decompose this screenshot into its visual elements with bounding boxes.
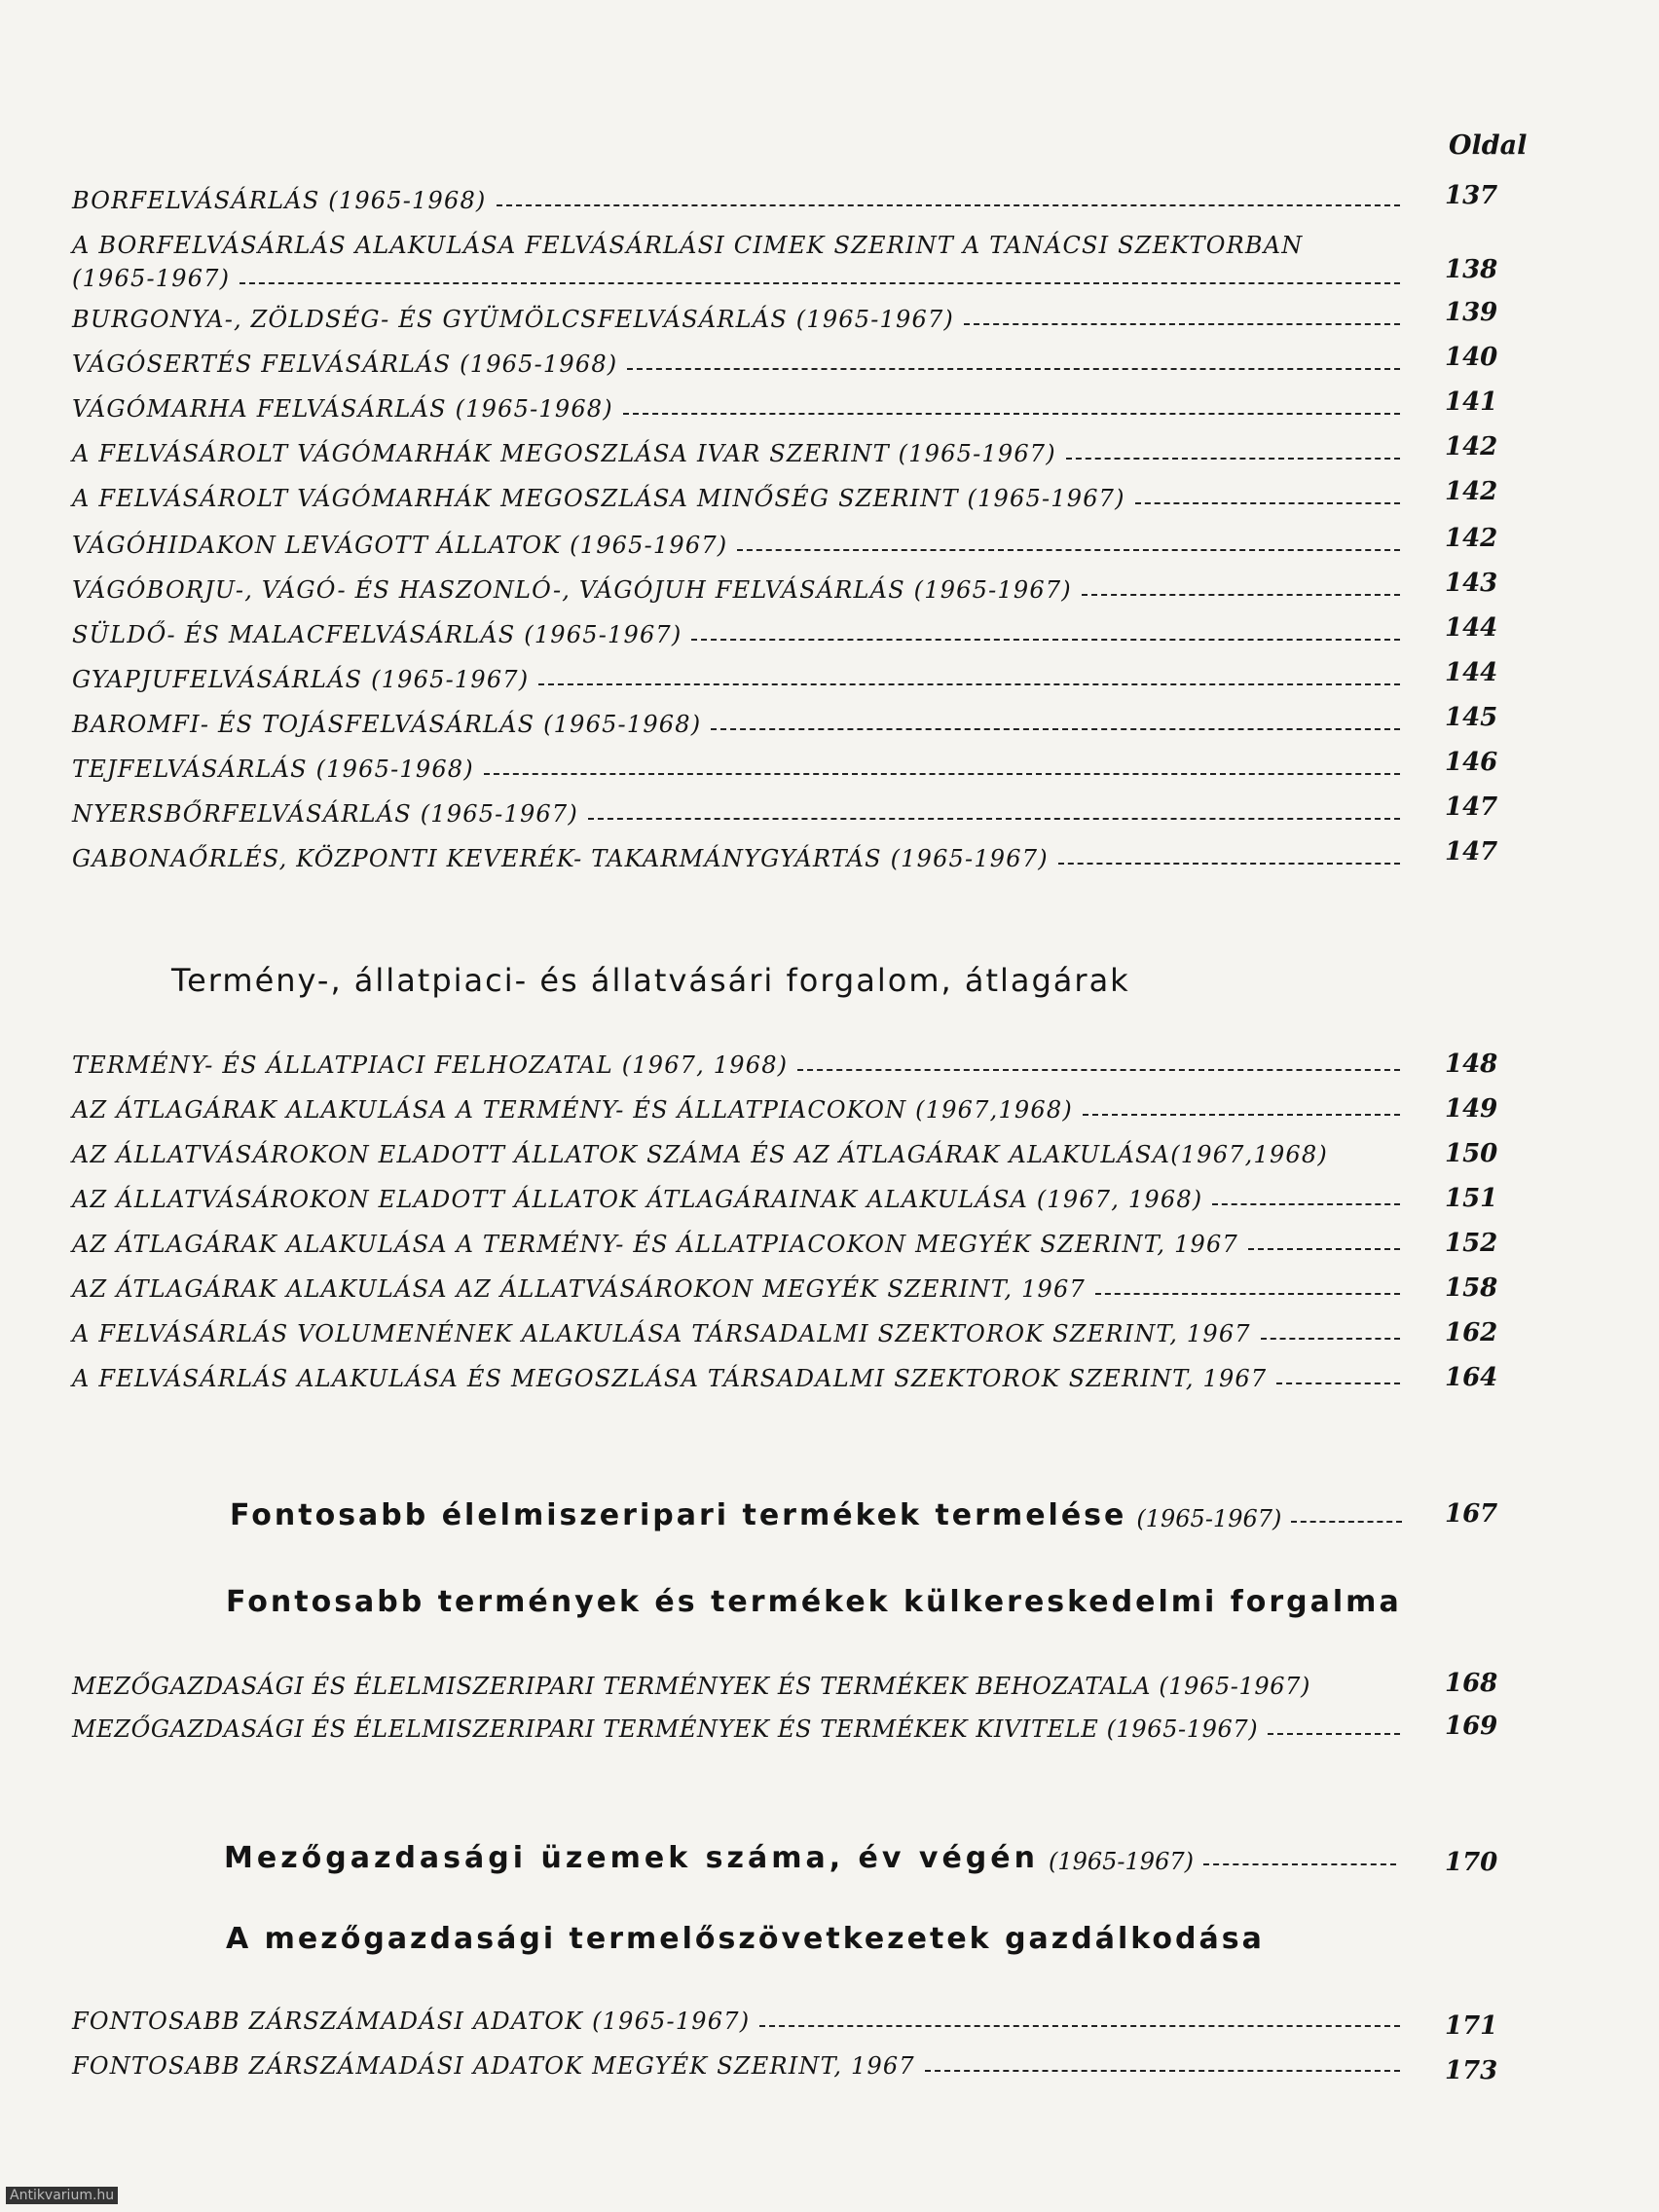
toc-entry: BORFELVÁSÁRLÁS (1965-1968) — [72, 175, 1402, 214]
toc-entry: VÁGÓSERTÉS FELVÁSÁRLÁS (1965-1968) — [72, 339, 1402, 378]
toc-entry: GABONAŐRLÉS, KÖZPONTI KEVERÉK- TAKARMÁNYGYÁRTÁS (1965-1967) — [72, 833, 1402, 872]
page-number: 158 — [1445, 1273, 1498, 1303]
page-number: 151 — [1445, 1184, 1498, 1213]
page-number: 142 — [1445, 477, 1498, 506]
toc-entry: BURGONYA-, ZÖLDSÉG- ÉS GYÜMÖLCSFELVÁSÁRLÁS (1965-1967) — [72, 294, 1402, 333]
page-number: 137 — [1445, 181, 1498, 210]
page-number: 147 — [1445, 837, 1498, 866]
toc-entry: VÁGÓMARHA FELVÁSÁRLÁS (1965-1968) — [72, 384, 1402, 423]
page-number: 142 — [1445, 524, 1498, 553]
toc-entry: FONTOSABB ZÁRSZÁMADÁSI ADATOK (1965-1967) — [72, 1996, 1402, 2035]
page-number: 162 — [1445, 1318, 1498, 1347]
toc-entry: AZ ÁLLATVÁSÁROKON ELADOTT ÁLLATOK ÁTLAGÁRAINAK ALAKULÁSA (1967, 1968) — [72, 1174, 1402, 1213]
toc-entry: A FELVÁSÁRLÁS ALAKULÁSA ÉS MEGOSZLÁSA TÁRSADALMI SZEKTOROK SZERINT, 1967 — [72, 1353, 1402, 1392]
page-number: 171 — [1445, 2011, 1498, 2041]
section-heading-line — [224, 1832, 1396, 1875]
section-heading: Fontosabb termények és termékek külkereskedelmi forgalma — [226, 1585, 1402, 1619]
page-number: 145 — [1445, 703, 1498, 732]
section-years: (1965-1967) — [1048, 1848, 1194, 1875]
page-number: 169 — [1445, 1712, 1498, 1741]
section-years: (1965-1967) — [1136, 1505, 1282, 1532]
section-heading: A mezőgazdasági termelőszövetkezetek gazdálkodása — [226, 1922, 1265, 1956]
toc-entry: A FELVÁSÁROLT VÁGÓMARHÁK MEGOSZLÁSA IVAR SZERINT (1965-1967) — [72, 428, 1402, 467]
toc-entry: AZ ÁTLAGÁRAK ALAKULÁSA AZ ÁLLATVÁSÁROKON MEGYÉK SZERINT, 1967 — [72, 1264, 1402, 1303]
toc-entry: GYAPJUFELVÁSÁRLÁS (1965-1967) — [72, 654, 1402, 693]
toc-entry: NYERSBŐRFELVÁSÁRLÁS (1965-1967) — [72, 789, 1402, 828]
toc-entry: AZ ÁTLAGÁRAK ALAKULÁSA A TERMÉNY- ÉS ÁLLATPIACOKON MEGYÉK SZERINT, 1967 — [72, 1219, 1402, 1258]
toc-entry: A BORFELVÁSÁRLÁS ALAKULÁSA FELVÁSÁRLÁSI CIMEK SZERINT A TANÁCSI SZEKTORBAN — [72, 232, 1304, 259]
page-number: 147 — [1445, 793, 1498, 822]
toc-entry: AZ ÁTLAGÁRAK ALAKULÁSA A TERMÉNY- ÉS ÁLLATPIACOKON (1967,1968) — [72, 1085, 1402, 1124]
page-number: 144 — [1445, 613, 1498, 643]
section-heading-line — [230, 1490, 1402, 1532]
page-number: 146 — [1445, 748, 1498, 777]
section-heading: Mezőgazdasági üzemek száma, év végén — [224, 1841, 1039, 1875]
page-number: 143 — [1445, 569, 1498, 598]
section-heading: Termény-, állatpiaci- és állatvásári forgalom, átlagárak — [171, 962, 1130, 999]
page-number: 173 — [1445, 2056, 1498, 2085]
page-number: 167 — [1445, 1499, 1498, 1529]
toc-entry: SÜLDŐ- ÉS MALACFELVÁSÁRLÁS (1965-1967) — [72, 609, 1402, 648]
page-number: 139 — [1445, 298, 1498, 327]
page-number: 149 — [1445, 1094, 1498, 1124]
page-number: 150 — [1445, 1139, 1498, 1168]
page-number: 142 — [1445, 432, 1498, 461]
toc-entry: VÁGÓBORJU-, VÁGÓ- ÉS HASZONLÓ-, VÁGÓJUH FELVÁSÁRLÁS (1965-1967) — [72, 565, 1402, 604]
watermark: Antikvarium.hu — [6, 2187, 118, 2204]
toc-entry: MEZŐGAZDASÁGI ÉS ÉLELMISZERIPARI TERMÉNYEK ÉS TERMÉKEK KIVITELE (1965-1967) — [72, 1704, 1402, 1743]
toc-entry: MEZŐGAZDASÁGI ÉS ÉLELMISZERIPARI TERMÉNYEK ÉS TERMÉKEK BEHOZATALA (1965-1967) — [72, 1673, 1310, 1700]
page-column-header: Oldal — [1449, 130, 1528, 161]
toc-entry: AZ ÁLLATVÁSÁROKON ELADOTT ÁLLATOK SZÁMA ÉS AZ ÁTLAGÁRAK ALAKULÁSA(1967,1968) — [72, 1141, 1328, 1168]
page-number: 144 — [1445, 658, 1498, 687]
page-number: 168 — [1445, 1669, 1498, 1698]
toc-entry: VÁGÓHIDAKON LEVÁGOTT ÁLLATOK (1965-1967) — [72, 520, 1402, 559]
toc-entry: BAROMFI- ÉS TOJÁSFELVÁSÁRLÁS (1965-1968) — [72, 699, 1402, 738]
page-number: 148 — [1445, 1050, 1498, 1079]
page-number: 152 — [1445, 1229, 1498, 1258]
page-number: 164 — [1445, 1363, 1498, 1392]
section-heading: Fontosabb élelmiszeripari termékek termelése — [230, 1498, 1127, 1532]
page-number: 170 — [1445, 1848, 1498, 1877]
page-number: 138 — [1445, 255, 1498, 284]
toc-entry: A FELVÁSÁRLÁS VOLUMENÉNEK ALAKULÁSA TÁRSADALMI SZEKTOROK SZERINT, 1967 — [72, 1309, 1402, 1347]
toc-entry: TEJFELVÁSÁRLÁS (1965-1968) — [72, 744, 1402, 783]
toc-entry: TERMÉNY- ÉS ÁLLATPIACI FELHOZATAL (1967, 1968) — [72, 1040, 1402, 1079]
toc-entry-continuation: (1965-1967) — [72, 253, 1402, 292]
toc-entry: A FELVÁSÁROLT VÁGÓMARHÁK MEGOSZLÁSA MINŐSÉG SZERINT (1965-1967) — [72, 473, 1402, 512]
page-number: 141 — [1445, 387, 1498, 417]
toc-entry: FONTOSABB ZÁRSZÁMADÁSI ADATOK MEGYÉK SZERINT, 1967 — [72, 2041, 1402, 2080]
page-number: 140 — [1445, 343, 1498, 372]
